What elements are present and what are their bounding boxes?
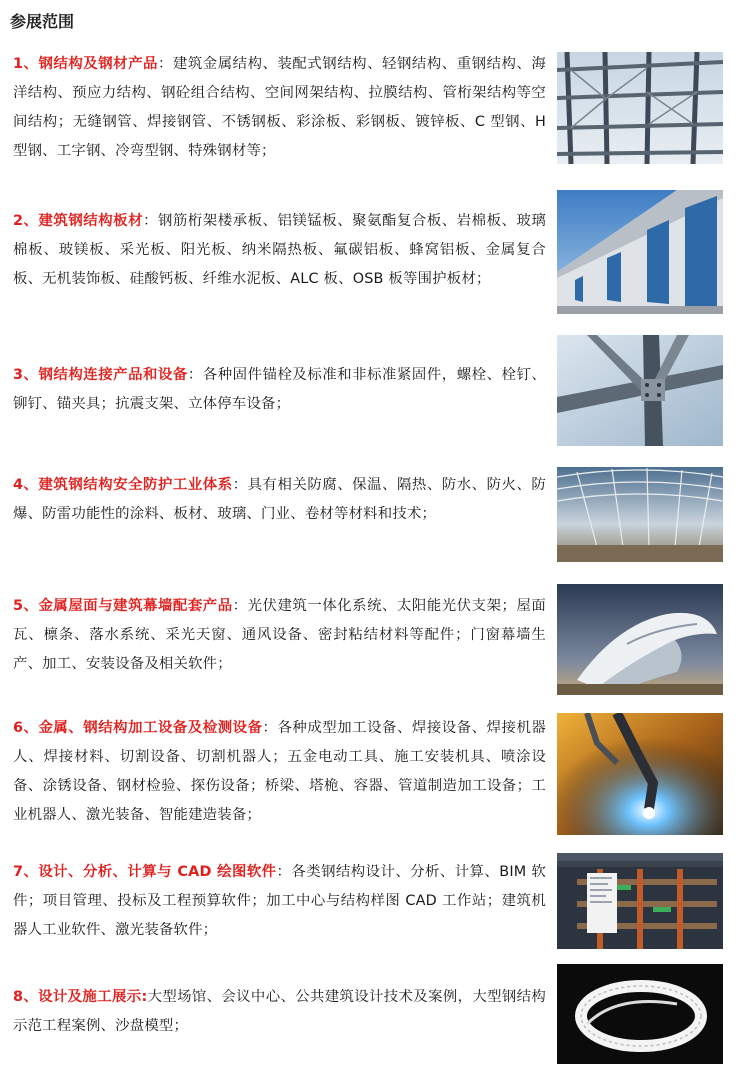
item-text — [13, 207, 546, 294]
item-body: ：光伏建筑一体化系统、太阳能光伏支架；屋面瓦、檩条、落水系统、采光天窗、通风设备、密封粘结材料等配件；门窗幕墙生产、加工、安装设备及相关软件； — [13, 598, 547, 672]
item-body: ：各类钢结构设计、分析、计算、BIM 软件；项目管理、投标及工程预算软件；加工中心与结构样图 CAD 工作站；建筑机器人工业软件、激光装备软件； — [13, 864, 547, 938]
item-text — [13, 714, 546, 830]
roof-truss-photo — [557, 467, 723, 562]
item-heading: 8、设计及施工展示: — [13, 989, 148, 1005]
steel-frame-photo — [557, 52, 723, 164]
item-heading: 6、金属、钢结构加工设备及检测设备 — [13, 720, 263, 736]
item-body: ：各种固件锚栓及标准和非标准紧固件，螺栓、栓钉、铆钉、锚夹具；抗震支架、立体停车设备； — [13, 367, 546, 412]
item-heading: 2、建筑钢结构板材 — [13, 213, 144, 229]
item-heading: 3、钢结构连接产品和设备 — [13, 367, 188, 383]
item-heading: 1、钢结构及钢材产品 — [13, 56, 158, 72]
item-text — [13, 592, 546, 679]
lattice-sculpture-photo — [557, 964, 723, 1064]
welding-robot-photo — [557, 713, 723, 835]
item-text — [13, 471, 546, 529]
curved-building-photo — [557, 584, 723, 695]
item-body: ：钢筋桁架楼承板、铝镁锰板、聚氨酯复合板、岩棉板、玻璃棉板、玻镁板、采光板、阳光板、纳米隔热板、氟碳铝板、蜂窝铝板、金属复合板、无机装饰板、硅酸钙板、纤维水泥板、ALC 板、OSB 板等围护板材； — [13, 213, 546, 287]
page-title: 参展范围 — [10, 12, 75, 31]
item-text — [13, 50, 546, 166]
item-body: ：建筑金属结构、装配式钢结构、轻钢结构、重钢结构、海洋结构、预应力结构、钢砼组合结构、空间网架结构、拉膜结构、管桁架结构等空间结构；无缝钢管、焊接钢管、不锈钢板、彩涂板、彩钢板、镀锌板、C 型钢、H 型钢、工字钢、冷弯型钢、特殊钢材等； — [13, 56, 547, 159]
item-body: 大型场馆、会议中心、公共建筑设计技术及案例，大型钢结构示范工程案例、沙盘模型； — [13, 989, 546, 1034]
item-heading: 5、金属屋面与建筑幕墙配套产品 — [13, 598, 233, 614]
item-heading: 4、建筑钢结构安全防护工业体系 — [13, 477, 233, 493]
item-text — [13, 361, 546, 419]
item-text — [13, 858, 546, 945]
item-body: ：具有相关防腐、保温、隔热、防水、防火、防爆、防雷功能性的涂料、板材、玻璃、门业、卷材等材料和技术； — [13, 477, 547, 522]
item-text — [13, 983, 546, 1041]
steel-joint-photo — [557, 335, 723, 446]
item-heading: 7、设计、分析、计算与 CAD 绘图软件 — [13, 864, 277, 880]
cad-software-photo — [557, 853, 723, 949]
factory-facade-photo — [557, 190, 723, 314]
item-body: ：各种成型加工设备、焊接设备、焊接机器人、焊接材料、切割设备、切割机器人；五金电动工具、施工安装机具、喷涂设备、涂锈设备、钢材检验、探伤设备；桥梁、塔桅、容器、管道制造加工设备；工业机器人、激光装备、智能建造装备； — [13, 720, 546, 823]
